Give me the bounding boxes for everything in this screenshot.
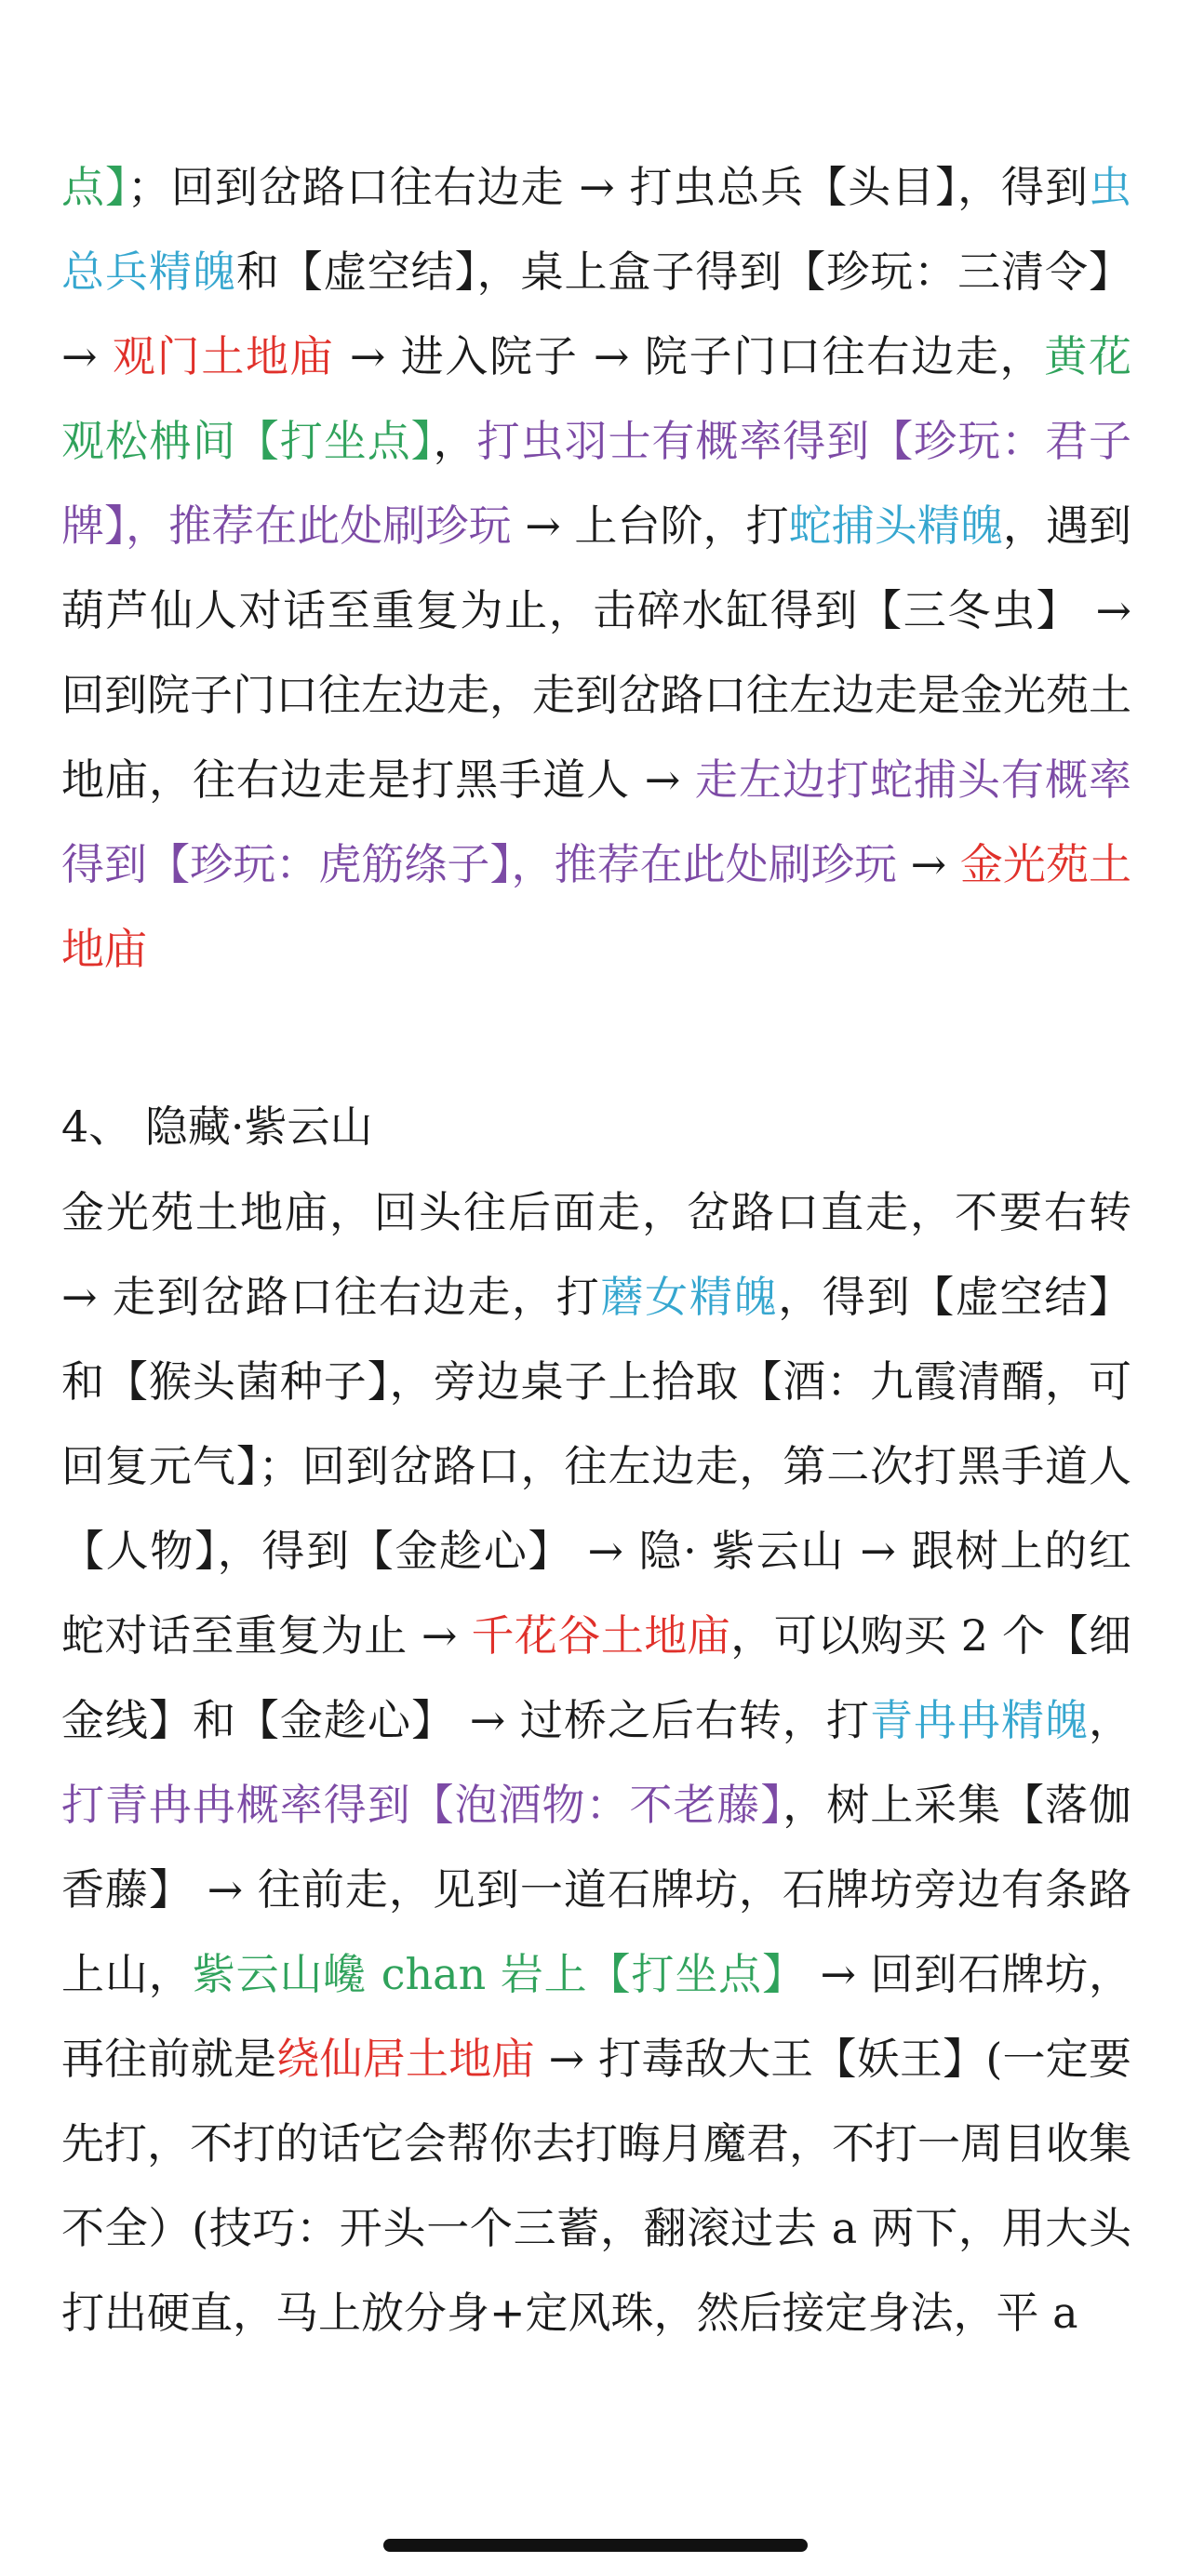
paragraph-walkthrough-4 <box>61 1170 1131 2356</box>
text-segment: ， <box>1089 1695 1131 1745</box>
text-segment: 打虫羽士有概率得到【珍玩：君子牌】，推荐在此处刷珍玩 <box>61 416 1132 551</box>
text-segment: 和【虚空结】，桌上盒子得到【珍玩：三清令】 → <box>61 247 1132 381</box>
text-segment: 点】 <box>61 162 127 212</box>
text-segment: 千花谷土地庙 <box>471 1610 731 1661</box>
text-segment: 虫总兵精魄 <box>61 162 1131 297</box>
text-segment: ，可以购买 2 个【细金线】和【金趁心】 → 过桥之后右转，打 <box>61 1610 1131 1745</box>
text-segment: 黄花观松柟间【打坐点】 <box>61 331 1131 466</box>
text-segment: 紫云山巉 chan 岩上【打坐点】 <box>192 1949 806 1999</box>
text-segment: → 上台阶，打 <box>511 501 789 551</box>
text-segment: ， <box>433 416 477 466</box>
text-segment: → 打毒敌大王【妖王】(一定要先打，不打的话它会帮你去打晦月魔君，不打一周目收集不全）(技巧：开头一个三蓄，翻滚过去 a 两下，用大头打出硬直，马上放分身+定风珠，然后接定身法，平 a <box>61 2034 1132 2338</box>
text-segment: ，遇到葫芦仙人对话至重复为止，击碎水缸得到【三冬虫】 → 回到院子门口往左边走，走到岔路口往左边走是金光苑土地庙，往右边走是打黑手道人 → <box>61 501 1132 805</box>
text-segment: 青冉冉精魄 <box>869 1695 1089 1745</box>
text-segment: 观门土地庙 <box>112 331 335 381</box>
text-segment: ，得到【虚空结】和【猴头菌种子】，旁边桌子上拾取【酒：九霞清醑，可回复元气】；回到岔路口，往左边走，第二次打黑手道人【人物】，得到【金趁心】 → 隐· 紫云山 → 跟树上的红蛇对话至重复为止 → <box>61 1272 1132 1661</box>
text-segment: 蘑女精魄 <box>600 1272 779 1322</box>
section-heading: 4、 隐藏·紫云山 <box>61 1101 373 1152</box>
text-segment: → 进入院子 → 院子门口往右边走， <box>334 331 1045 381</box>
text-segment: ；回到岔路口往右边走 → 打虫总兵【头目】，得到 <box>127 162 1089 212</box>
text-segment: 打青冉冉概率得到【泡酒物：不老藤】 <box>61 1780 783 1830</box>
text-segment: → <box>896 839 960 889</box>
text-segment: 绕仙居土地庙 <box>276 2034 535 2084</box>
home-indicator[interactable] <box>383 2539 808 2552</box>
text-segment: ，树上采集【落伽香藤】 → 往前走，见到一道石牌坊，石牌坊旁边有条路上山， <box>61 1780 1132 1999</box>
text-segment: 走左边打蛇捕头有概率得到【珍玩：虎筋绦子】，推荐在此处刷珍玩 <box>61 754 1131 889</box>
text-segment: 蛇捕头精魄 <box>788 501 1003 551</box>
text-segment: → 回到石牌坊，再往前就是 <box>61 1949 1131 2084</box>
paragraph-walkthrough-3 <box>61 145 1131 992</box>
text-segment: 金光苑土地庙，回头往后面走，岔路口直走，不要右转 → 走到岔路口往右边走，打 <box>61 1187 1131 1322</box>
text-segment: 金光苑土地庙 <box>61 839 1132 974</box>
